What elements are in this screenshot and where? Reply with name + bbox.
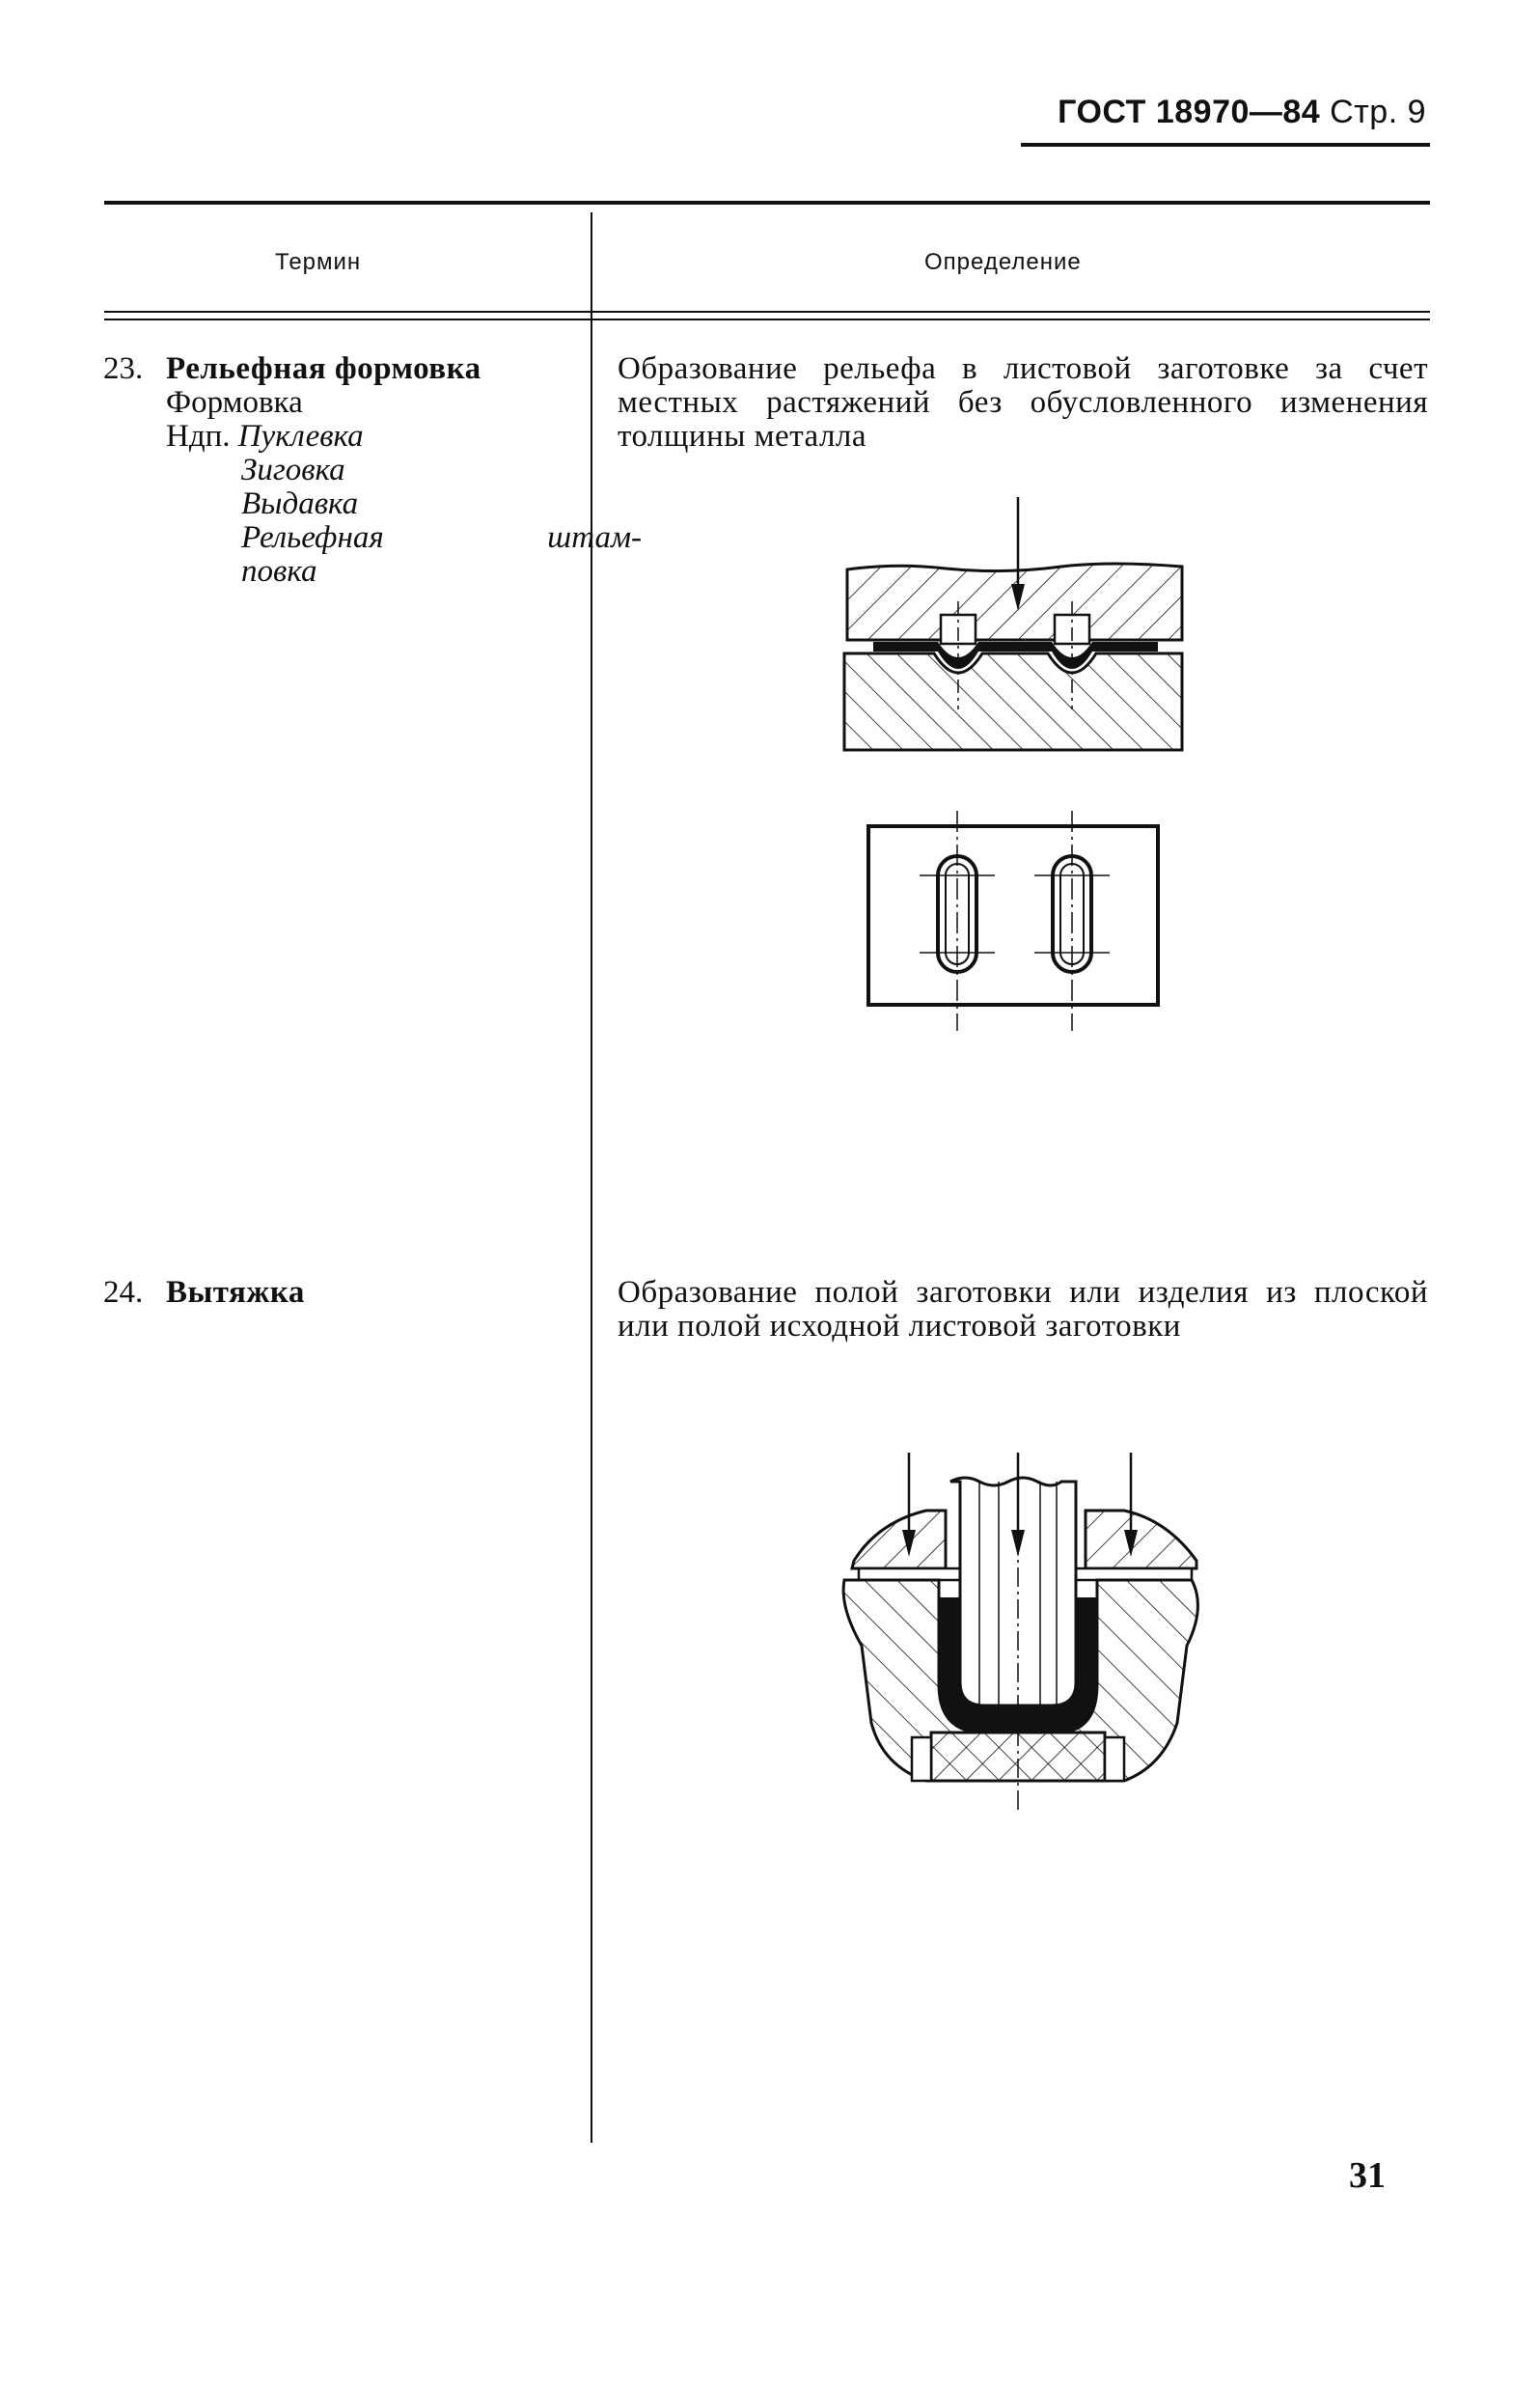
term-title: Рельефная формовка [166, 351, 481, 386]
page-number: 31 [1349, 2155, 1386, 2196]
table-header-rule-2 [104, 319, 1430, 320]
ndp-term: Выдавка [241, 486, 359, 521]
relief-forming-plan-figure [864, 811, 1172, 1038]
entry-number: 24. [103, 1275, 144, 1310]
entry-number: 23. [103, 351, 144, 386]
column-header-term: Термин [275, 249, 362, 275]
page-header [1058, 94, 1426, 131]
table-top-rule [104, 201, 1430, 205]
term-synonym: Формовка [166, 385, 303, 420]
term-entry-24 [103, 1276, 305, 1310]
header-underline [1021, 143, 1430, 147]
page-reference: Стр. 9 [1330, 94, 1426, 130]
deep-drawing-figure [835, 1453, 1211, 1819]
standard-code: ГОСТ 18970—84 [1058, 94, 1321, 130]
ndp-term: Рельефная [241, 520, 384, 555]
term-title: Вытяжка [166, 1275, 305, 1310]
ndp-term: Зиговка [241, 453, 345, 487]
definition-24: Образование полой заготовки или изделия из плоской или полой исходной листовой заготовки [618, 1275, 1428, 1344]
ndp-term: повка [241, 554, 317, 589]
definition-23: Образование рельефа в листовой заготовке за счет местных растяжений без обусловленного изменения толщины металла [618, 351, 1428, 454]
relief-forming-section-figure [830, 497, 1196, 758]
term-entry-23 [103, 352, 642, 589]
table-header-rule-1 [104, 311, 1430, 313]
ndp-label: Ндп. [166, 419, 231, 454]
ndp-term: штам- [547, 520, 642, 555]
column-header-definition: Определение [924, 249, 1082, 275]
ndp-term: Пуклевка [237, 419, 364, 454]
